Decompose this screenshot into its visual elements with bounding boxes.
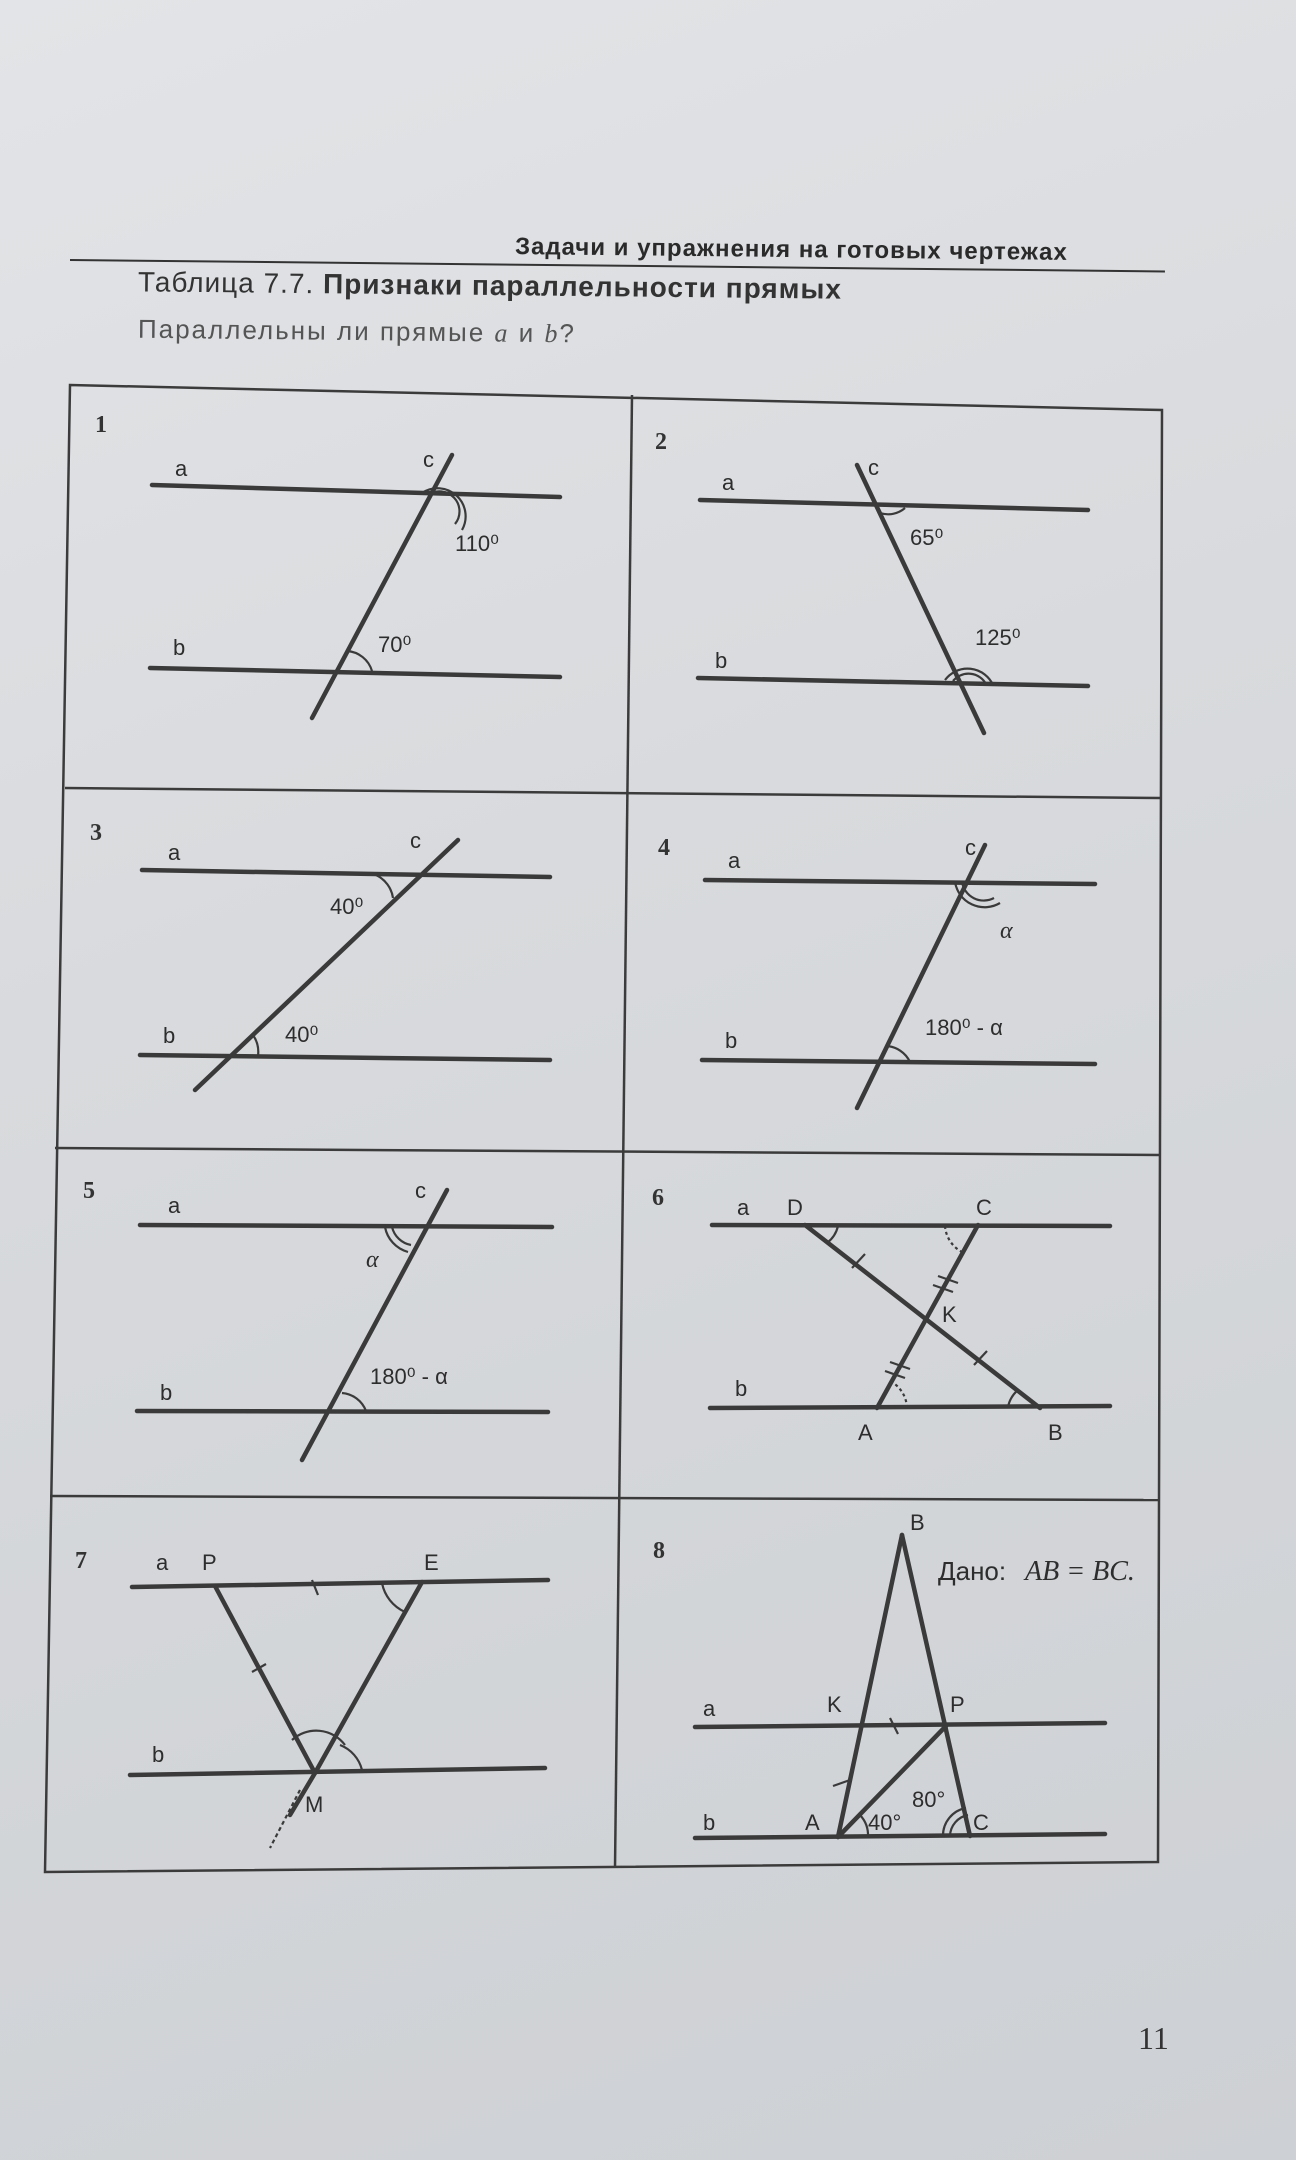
figure-8-label-A: A bbox=[805, 1810, 820, 1835]
figure-6-label-A: A bbox=[858, 1420, 873, 1445]
figure-3-label-c: c bbox=[410, 828, 421, 853]
figure-5-angle-2: 180⁰ - α bbox=[370, 1364, 448, 1389]
figure-2-angle-2: 125⁰ bbox=[975, 625, 1021, 650]
figure-8-label-C: C bbox=[973, 1810, 989, 1835]
question-prefix: Параллельны ли прямые bbox=[137, 313, 486, 348]
figure-8-given: AB = BC. bbox=[1025, 1556, 1135, 1587]
figure-7-label-P: P bbox=[202, 1550, 217, 1575]
figure-4-label-c: c bbox=[965, 835, 976, 860]
figure-8-label-P: P bbox=[950, 1692, 965, 1717]
figure-1-label-a: a bbox=[175, 456, 188, 481]
page-number: 11 bbox=[1138, 2020, 1169, 2056]
figure-5-angle-alpha: α bbox=[366, 1247, 379, 1273]
figure-8-label-K: K bbox=[827, 1692, 842, 1717]
figure-8-given-prefix: Дано: bbox=[938, 1556, 1007, 1586]
figure-2-number: 2 bbox=[655, 429, 667, 455]
figure-4 bbox=[658, 835, 1095, 1108]
figure-3-label-a: a bbox=[168, 840, 181, 865]
figure-5 bbox=[83, 1178, 552, 1460]
figure-6-label-B: B bbox=[1048, 1420, 1063, 1445]
figure-4-number: 4 bbox=[658, 835, 670, 861]
figure-6-label-D: D bbox=[787, 1195, 803, 1220]
figure-2-label-b: b bbox=[715, 648, 728, 673]
figure-5-number: 5 bbox=[83, 1178, 95, 1204]
figure-5-label-b: b bbox=[160, 1380, 173, 1405]
figure-7 bbox=[75, 1548, 548, 1848]
figure-4-label-a: a bbox=[728, 848, 741, 873]
question-line-b: b bbox=[544, 318, 560, 349]
figure-5-label-c: c bbox=[415, 1178, 426, 1203]
figure-1 bbox=[95, 412, 560, 718]
question-line-a: a bbox=[494, 318, 510, 348]
figure-4-angle-alpha: α bbox=[1000, 918, 1013, 944]
figure-7-label-E: E bbox=[424, 1550, 439, 1575]
figure-1-angle-2: 70⁰ bbox=[378, 632, 412, 657]
figure-6-label-C: C bbox=[976, 1195, 992, 1220]
figure-8-label-b: b bbox=[703, 1810, 716, 1835]
running-head: Задачи и упражнения на готовых чертежах bbox=[514, 233, 1068, 266]
figure-3-label-b: b bbox=[163, 1023, 176, 1048]
figure-8-label-a: a bbox=[703, 1696, 716, 1721]
figure-1-label-c: c bbox=[423, 447, 434, 472]
figure-3 bbox=[90, 820, 550, 1090]
table-title-prefix: Таблица 7.7. bbox=[137, 266, 315, 300]
figure-6-number: 6 bbox=[652, 1185, 664, 1211]
figure-2-label-a: a bbox=[722, 470, 735, 495]
figure-8-angle-1: 40° bbox=[868, 1810, 902, 1835]
figure-5-label-a: a bbox=[168, 1193, 181, 1218]
figure-7-label-a: a bbox=[156, 1550, 169, 1575]
figure-8-angle-2: 80° bbox=[912, 1787, 946, 1812]
question-mark: ? bbox=[559, 318, 577, 349]
figure-4-angle-2: 180⁰ - α bbox=[925, 1015, 1003, 1040]
figure-2-angle-1: 65⁰ bbox=[910, 525, 944, 550]
figure-8-number: 8 bbox=[653, 1538, 665, 1564]
figure-3-number: 3 bbox=[90, 820, 102, 846]
figure-7-number: 7 bbox=[75, 1548, 87, 1574]
figure-2-label-c: c bbox=[868, 455, 879, 480]
table-grid bbox=[45, 385, 1162, 1872]
figure-6-label-a: a bbox=[737, 1195, 750, 1220]
figure-8 bbox=[653, 1510, 1135, 1838]
figure-6-label-b: b bbox=[735, 1376, 748, 1401]
figure-2 bbox=[655, 429, 1088, 733]
figure-7-label-M: M bbox=[305, 1792, 324, 1817]
figure-1-label-b: b bbox=[173, 635, 186, 660]
figure-7-label-b: b bbox=[152, 1742, 165, 1767]
figure-6 bbox=[652, 1185, 1110, 1445]
figure-1-number: 1 bbox=[95, 412, 107, 438]
figure-1-angle-1: 110⁰ bbox=[455, 531, 499, 556]
figure-3-angle-1: 40⁰ bbox=[330, 894, 364, 919]
figure-4-label-b: b bbox=[725, 1028, 738, 1053]
figure-8-label-B: B bbox=[910, 1510, 925, 1535]
table-title-text: Признаки параллельности прямых bbox=[322, 268, 843, 305]
figure-6-label-K: K bbox=[942, 1302, 957, 1327]
question-and: и bbox=[518, 317, 536, 348]
figure-3-angle-2: 40⁰ bbox=[285, 1022, 319, 1047]
